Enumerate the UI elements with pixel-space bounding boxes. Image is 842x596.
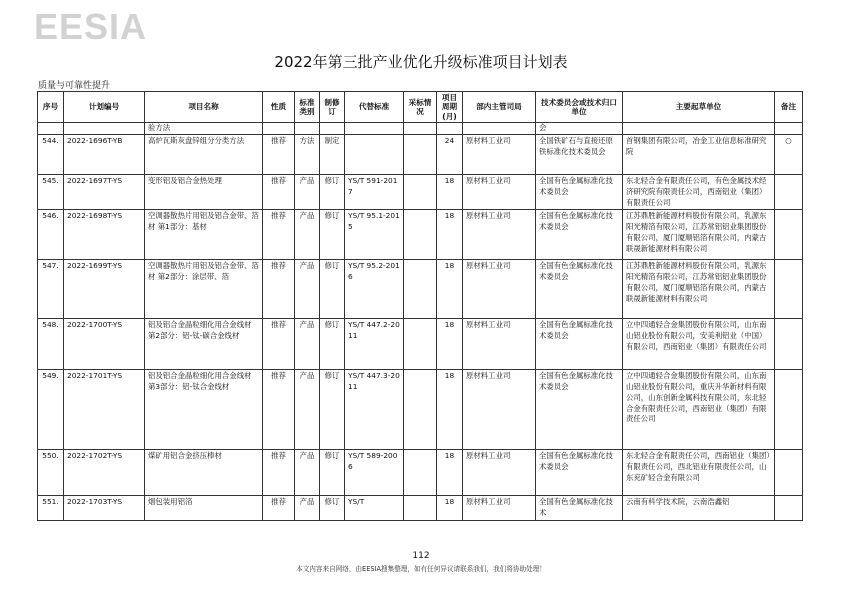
- cell-code: 2022-1702T-YS: [64, 450, 145, 496]
- eesia-logo: EESIA: [34, 6, 148, 47]
- cell-name: 烟包装用铝箔: [145, 496, 263, 520]
- cell-period: 18: [437, 370, 463, 450]
- cell-type: 修订: [320, 175, 345, 210]
- header-cell: 标准类别: [295, 92, 320, 123]
- cell-nature: 推荐: [263, 135, 295, 175]
- cell-remark: [775, 260, 803, 319]
- cell-nature: 推荐: [263, 210, 295, 260]
- cell-committee: 全国有色金属标准化技术委员会: [536, 210, 623, 260]
- footer-disclaimer: 本文内容来自网络，由EESIA搜集整理，如有任何异议请联系我们，我们将协助处理！: [296, 565, 546, 573]
- cell-period: 18: [437, 210, 463, 260]
- cell-no: 544.: [38, 135, 64, 175]
- table-header-row: [38, 92, 803, 123]
- cell-type: 修订: [320, 370, 345, 450]
- header-cell: 主要起草单位: [623, 92, 775, 123]
- cell-name: 高炉瓦斯灰盘锌组分分类方法: [145, 135, 263, 175]
- cell-replaces: YS/T 447.3-2011: [345, 370, 404, 450]
- cell-nature: 推荐: [263, 260, 295, 319]
- cell-name: 变形铝及铝合金热处理: [145, 175, 263, 210]
- cell-remark: [775, 175, 803, 210]
- header-cell: 代替标准: [345, 92, 404, 123]
- cell-adoption: [404, 175, 437, 210]
- cell-committee: 全国铁矿石与直接还原铁标准化技术委员会: [536, 135, 623, 175]
- cell-adoption: [404, 319, 437, 370]
- header-cell: 序号: [38, 92, 64, 123]
- cell-replaces: YS/T 447.2-2011: [345, 319, 404, 370]
- cell-nature: 推荐: [263, 450, 295, 496]
- header-cell: 项目周期(月): [437, 92, 463, 123]
- cell-type: 修订: [320, 260, 345, 319]
- cell-dept: 原材料工业司: [463, 135, 536, 175]
- cell-nature: 推荐: [263, 319, 295, 370]
- cell-committee: 全国有色金属标准化技术委员会: [536, 175, 623, 210]
- cell-name: 煤矿用铝合金挤压棒材: [145, 450, 263, 496]
- cell-type: 修订: [320, 496, 345, 520]
- cell-drafters: 东北轻合金有限责任公司，有色金属技术经济研究院有限责任公司，西南铝业（集团）有限责任公司: [623, 175, 775, 210]
- cell-remark: ○: [775, 135, 803, 175]
- cell-adoption: [404, 496, 437, 520]
- cell-category: 产品: [295, 260, 320, 319]
- cell-no: 549.: [38, 370, 64, 450]
- cell-replaces: YS/T 95.1-2015: [345, 210, 404, 260]
- cell-no: 546.: [38, 210, 64, 260]
- cell-dept: 原材料工业司: [463, 260, 536, 319]
- page-title: 2022年第三批产业优化升级标准项目计划表: [274, 53, 568, 71]
- cell-replaces: YS/T 591-2017: [345, 175, 404, 210]
- table-row: [38, 260, 803, 319]
- cell-code: 2022-1701T-YS: [64, 370, 145, 450]
- cell-remark: [775, 370, 803, 450]
- header-cell: 计划编号: [64, 92, 145, 123]
- table-row: [38, 450, 803, 496]
- cell-committee: 全国有色金属标准化技术: [536, 496, 623, 520]
- cell-drafters: 立中四通轻合金集团股份有限公司，山东南山铝业股份有限公司，重庆升华新材料有限公司，山东创新金属科技有限公司，东北轻合金有限责任公司，西南铝业（集团）有限责任公司: [623, 370, 775, 450]
- cell-dept: 原材料工业司: [463, 450, 536, 496]
- section-label: 质量与可靠性提升: [38, 81, 111, 91]
- cell-type: 修订: [320, 210, 345, 260]
- cell-adoption: [404, 210, 437, 260]
- cell-dept: 原材料工业司: [463, 175, 536, 210]
- cell-period: 18: [437, 319, 463, 370]
- cell-nature: 推荐: [263, 496, 295, 520]
- cell-name: 空调器散热片用铝及铝合金带、箔材 第1部分：基材: [145, 210, 263, 260]
- cell-category: 方法: [295, 135, 320, 175]
- cell-name: 铝及铝合金晶粒细化用合金线材 第3部分：铝-钛合金线材: [145, 370, 263, 450]
- cell-period: 24: [437, 135, 463, 175]
- cell-no: 548.: [38, 319, 64, 370]
- cell-replaces: [345, 135, 404, 175]
- cell-adoption: [404, 260, 437, 319]
- cell-committee: 全国有色金属标准化技术委员会: [536, 319, 623, 370]
- cell-committee: 会: [536, 123, 623, 135]
- header-cell: 制修订: [320, 92, 345, 123]
- table-row: [38, 175, 803, 210]
- cell-replaces: YS/T: [345, 496, 404, 520]
- cell-committee: 全国有色金属标准化技术委员会: [536, 260, 623, 319]
- cell-drafters: 云南有科学技术院，云南浩鑫铝: [623, 496, 775, 520]
- cell-no: 545.: [38, 175, 64, 210]
- cell-no: 550.: [38, 450, 64, 496]
- cell-drafters: 江苏鼎胜新能源材料股份有限公司，乳源东阳光精箔有限公司，江苏常铝铝业集团股份有限公司，厦门厦顺铝箔有限公司，内蒙古联晟新能源材料有限公司: [623, 210, 775, 260]
- cell-category: 产品: [295, 370, 320, 450]
- cell-code: 2022-1699T-YS: [64, 260, 145, 319]
- cell-period: 18: [437, 450, 463, 496]
- cell-type: 修订: [320, 319, 345, 370]
- cell-period: 18: [437, 175, 463, 210]
- header-cell: 部内主管司局: [463, 92, 536, 123]
- header-cell: 采标情况: [404, 92, 437, 123]
- header-cell: 备注: [775, 92, 803, 123]
- table-row: [38, 135, 803, 175]
- cell-drafters: 首钢集团有限公司，冶金工业信息标准研究院: [623, 135, 775, 175]
- cell-dept: 原材料工业司: [463, 210, 536, 260]
- cell-dept: 原材料工业司: [463, 319, 536, 370]
- cell-name: 空调器散热片用铝及铝合金带、箔材 第2部分：涂层带、箔: [145, 260, 263, 319]
- cell-remark: [775, 319, 803, 370]
- header-cell: 性质: [263, 92, 295, 123]
- cell-adoption: [404, 450, 437, 496]
- cell-committee: 全国有色金属标准化技术委员会: [536, 450, 623, 496]
- cell-period: 18: [437, 260, 463, 319]
- cell-drafters: 东北轻合金有限责任公司，西南铝业（集团）有限责任公司，西北铝业有限责任公司，山东兖矿轻合金有限公司: [623, 450, 775, 496]
- cell-code: 2022-1703T-YS: [64, 496, 145, 520]
- cell-remark: [775, 496, 803, 520]
- cell-replaces: YS/T 95.2-2016: [345, 260, 404, 319]
- cell-committee: 全国有色金属标准化技术委员会: [536, 370, 623, 450]
- cell-code: 2022-1700T-YS: [64, 319, 145, 370]
- header-cell: 项目名称: [145, 92, 263, 123]
- cell-nature: 推荐: [263, 370, 295, 450]
- cell-drafters: 江苏鼎胜新能源材料股份有限公司，乳源东阳光精箔有限公司，江苏常铝铝业集团股份有限公司，厦门厦顺铝箔有限公司，内蒙古联晟新能源材料有限公司: [623, 260, 775, 319]
- cell-drafters: 立中四通轻合金集团股份有限公司，山东南山铝业股份有限公司，安美利铝业（中国）有限公司，西南铝业（集团）有限责任公司: [623, 319, 775, 370]
- table-row: [38, 370, 803, 450]
- cell-code: 2022-1698T-YS: [64, 210, 145, 260]
- standards-plan-table: [37, 91, 803, 521]
- cell-no: 551.: [38, 496, 64, 520]
- cell-period: 18: [437, 496, 463, 520]
- table-row: [38, 319, 803, 370]
- cell-code: 2022-1697T-YS: [64, 175, 145, 210]
- cell-category: 产品: [295, 175, 320, 210]
- table-row: [38, 496, 803, 520]
- continuation-row: [38, 123, 803, 135]
- cell-category: 产品: [295, 319, 320, 370]
- cell-adoption: [404, 370, 437, 450]
- cell-remark: [775, 210, 803, 260]
- cell-category: 产品: [295, 496, 320, 520]
- page-number: 112: [412, 551, 430, 561]
- cell-remark: [775, 450, 803, 496]
- header-cell: 技术委员会或技术归口单位: [536, 92, 623, 123]
- cell-adoption: [404, 135, 437, 175]
- cell-category: 产品: [295, 210, 320, 260]
- table-row: [38, 210, 803, 260]
- cell-replaces: YS/T 589-2006: [345, 450, 404, 496]
- cell-dept: 原材料工业司: [463, 496, 536, 520]
- cell-type: 制定: [320, 135, 345, 175]
- cell-type: 修订: [320, 450, 345, 496]
- cell-code: 2022-1696T-YB: [64, 135, 145, 175]
- cell-name: 验方法: [145, 123, 263, 135]
- cell-name: 铝及铝合金晶粒细化用合金线材 第2部分：铝-钛-碳合金线材: [145, 319, 263, 370]
- cell-nature: 推荐: [263, 175, 295, 210]
- cell-dept: 原材料工业司: [463, 370, 536, 450]
- cell-category: 产品: [295, 450, 320, 496]
- cell-no: 547.: [38, 260, 64, 319]
